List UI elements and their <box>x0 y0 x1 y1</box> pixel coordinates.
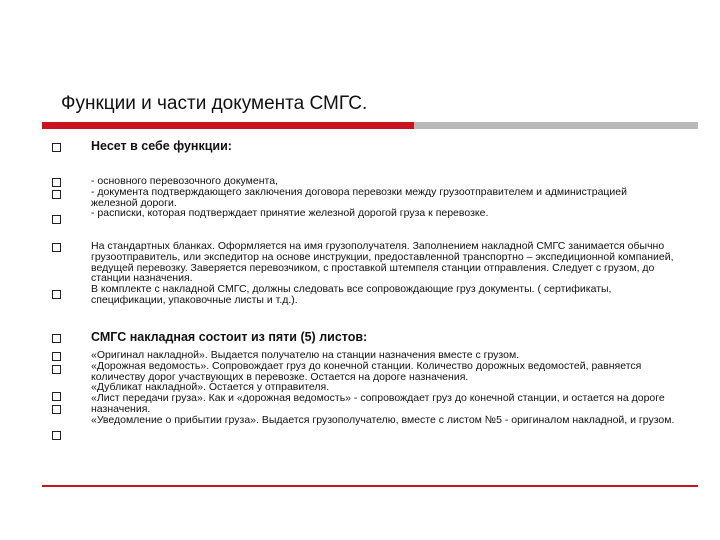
title-underline-red <box>42 122 414 129</box>
part-item: «Оригинал накладной». Выдается получателю на станции назначения вместе с грузом. <box>91 349 520 361</box>
hollow-square-icon <box>52 215 61 224</box>
function-item: - расписки, которая подтверждает принятие железной дорогой груза к перевозке. <box>91 207 489 220</box>
hollow-square-icon <box>52 290 61 299</box>
hollow-square-icon <box>52 334 61 343</box>
footer-divider <box>42 485 698 487</box>
functions-heading: Несет в себе функции: <box>91 139 232 153</box>
functions-list <box>91 176 676 219</box>
hollow-square-icon <box>52 143 61 152</box>
hollow-square-icon <box>52 178 61 187</box>
hollow-square-icon <box>52 352 61 361</box>
part-item: «Дубликат накладной». Остается у отправителя. <box>91 381 330 394</box>
forms-paragraph: В комплекте с накладной СМГС, должны следовать все сопровождающие груз документы. ( сертификаты, спецификации, упаковочные листы и т.д.). <box>91 283 612 306</box>
hollow-square-icon <box>52 190 61 199</box>
parts-list <box>91 350 676 426</box>
title-underline-gray <box>414 122 698 129</box>
function-item: - основного перевозочного документа, <box>91 175 278 187</box>
forms-paragraph: На стандартных бланках. Оформляется на имя грузополучателя. Заполнением накладной СМГС занимается обычно грузоотправитель, или экспедитор на основе инструкции, предоставленной транспортно – экспедиционной компанией, ведущей перевозку. Заверяется перевозчиком, с проставкой штемпеля станции отправления. Следует с грузом, до станции назначения. <box>91 240 674 285</box>
forms-text <box>91 241 676 306</box>
part-item: «Уведомление о прибытии груза». Выдается грузополучателю, вместе с листом №5 - оригиналом накладной, и грузом. <box>91 413 675 426</box>
hollow-square-icon <box>52 243 61 252</box>
hollow-square-icon <box>52 392 61 401</box>
parts-heading: СМГС накладная состоит из пяти (5) листов: <box>91 330 368 344</box>
function-item: - документа подтверждающего заключения договора перевозки между грузоотправителем и администрацией железной дороги. <box>91 185 627 209</box>
hollow-square-icon <box>52 405 61 414</box>
part-item: «Лист передачи груза». Как и «дорожная ведомость» - сопровождает груз до конечной станции, и остается на дороге назначения. <box>91 392 665 415</box>
hollow-square-icon <box>52 431 61 440</box>
hollow-square-icon <box>52 365 61 374</box>
slide-title: Функции и части документа СМГС. <box>61 93 368 114</box>
part-item: «Дорожная ведомость». Сопровождает груз до конечной станции. Количество дорожных ведомостей, равняется количеству дорог участвующих в перевозке. Остается на дороге назначения. <box>91 359 642 383</box>
